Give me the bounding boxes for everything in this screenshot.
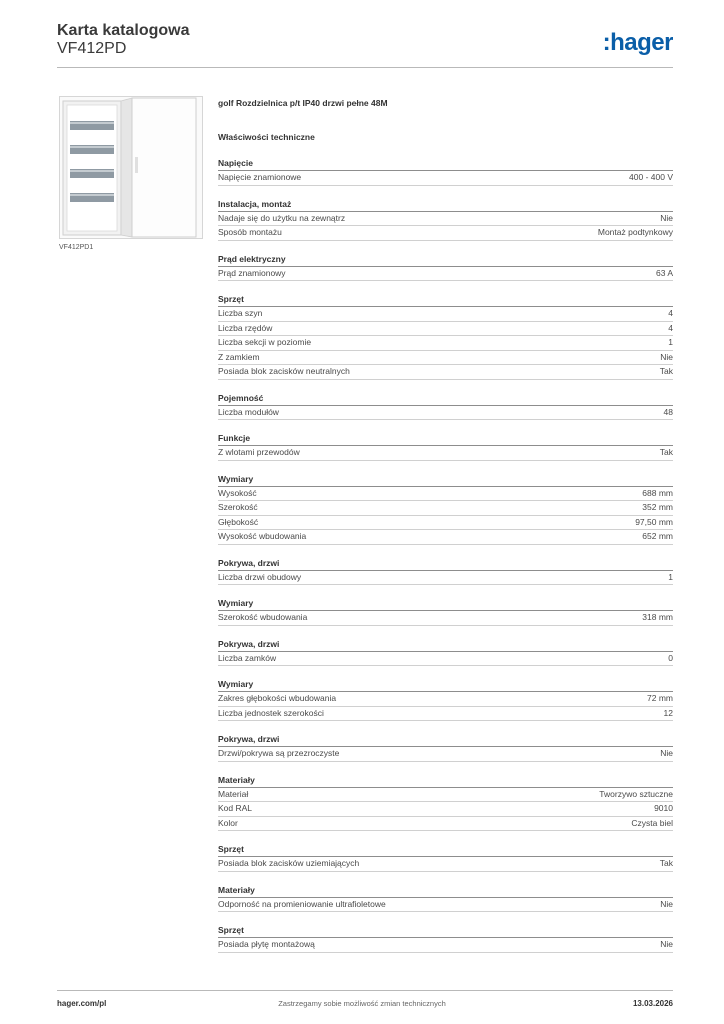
spec-row (218, 692, 673, 707)
spec-value: 1 (668, 571, 673, 582)
spec-row (218, 652, 673, 667)
spec-label: Liczba zamków (218, 652, 277, 663)
spec-group-title: Pokrywa, drzwi (218, 637, 673, 652)
spec-value: Tak (659, 366, 673, 376)
spec-value: Tak (659, 447, 673, 457)
spec-row (218, 788, 673, 803)
spec-label: Nadaje się do użytku na zewnątrz (218, 212, 346, 223)
spec-value: 72 mm (647, 693, 673, 703)
spec-group (218, 431, 673, 461)
spec-label: Liczba szyn (218, 308, 263, 318)
spec-value: Nie (660, 748, 673, 758)
spec-value: 688 mm (642, 487, 673, 498)
spec-group (218, 472, 673, 545)
header-divider (57, 67, 673, 68)
product-name: golf Rozdzielnica p/t IP40 drzwi pełne 48M (218, 98, 388, 108)
spec-label: Kod RAL (218, 803, 253, 813)
spec-value: 97,50 mm (635, 516, 673, 527)
spec-value: 652 mm (642, 531, 673, 541)
spec-label: Drzwi/pokrywa są przezroczyste (218, 748, 340, 758)
spec-row (218, 446, 673, 461)
spec-row (218, 307, 673, 322)
spec-label: Materiał (218, 788, 249, 799)
spec-group-title: Sprzęt (218, 923, 673, 938)
spec-value: 318 mm (642, 612, 673, 622)
spec-group-title: Prąd elektryczny (218, 252, 673, 267)
spec-value: 4 (668, 308, 673, 318)
spec-row (218, 322, 673, 337)
spec-label: Odporność na promieniowanie ultrafioletowe (218, 898, 386, 909)
spec-group (218, 883, 673, 913)
spec-value: Tworzywo sztuczne (599, 788, 673, 799)
spec-label: Głębokość (218, 516, 259, 527)
spec-label: Posiada blok zacisków uziemiających (218, 858, 360, 868)
product-image (59, 96, 203, 239)
spec-row (218, 365, 673, 380)
spec-group (218, 637, 673, 667)
spec-value: 9010 (654, 803, 673, 813)
spec-group (218, 596, 673, 626)
spec-label: Liczba modułów (218, 406, 279, 417)
distribution-board-illustration (60, 97, 202, 238)
spec-group (218, 732, 673, 762)
spec-value: Czysta biel (631, 817, 673, 828)
spec-label: Wysokość (218, 487, 257, 498)
spec-value: 12 (663, 707, 673, 718)
spec-label: Sposób montażu (218, 227, 282, 237)
document-title: Karta katalogowa (57, 22, 190, 39)
spec-label: Szerokość wbudowania (218, 612, 308, 622)
spec-row (218, 817, 673, 832)
spec-group-title: Materiały (218, 883, 673, 898)
spec-value: 400 - 400 V (629, 172, 673, 182)
spec-row (218, 611, 673, 626)
spec-row (218, 898, 673, 913)
spec-row (218, 226, 673, 241)
spec-group-title: Pokrywa, drzwi (218, 732, 673, 747)
image-caption: VF412PD1 (59, 244, 94, 251)
spec-label: Liczba jednostek szerokości (218, 707, 324, 718)
spec-value: Tak (659, 858, 673, 868)
spec-row (218, 802, 673, 817)
technical-specifications (218, 96, 673, 953)
spec-group-title: Wymiary (218, 472, 673, 487)
spec-group (218, 842, 673, 872)
spec-label: Liczba drzwi obudowy (218, 571, 302, 582)
spec-group (218, 252, 673, 282)
spec-value: 48 (663, 406, 673, 417)
spec-group (218, 292, 673, 380)
spec-row (218, 747, 673, 762)
spec-label: Zakres głębokości wbudowania (218, 693, 337, 703)
spec-row (218, 501, 673, 516)
spec-label: Prąd znamionowy (218, 267, 286, 278)
spec-label: Szerokość (218, 502, 258, 512)
svg-text::hager: :hager (602, 29, 673, 56)
spec-group-title: Instalacja, montaż (218, 197, 673, 212)
spec-value: 1 (668, 337, 673, 347)
spec-row (218, 571, 673, 586)
hager-logo (589, 28, 673, 56)
spec-group (218, 391, 673, 421)
spec-group-title: Sprzęt (218, 842, 673, 857)
spec-label: Z zamkiem (218, 351, 260, 362)
spec-row (218, 516, 673, 531)
spec-group-title: Funkcje (218, 431, 673, 446)
spec-group-title: Materiały (218, 773, 673, 788)
spec-group (218, 556, 673, 586)
footer-website: hager.com/pl (57, 999, 107, 1008)
spec-value: Nie (660, 898, 673, 909)
spec-value: Nie (660, 212, 673, 223)
footer-date: 13.03.2026 (632, 999, 673, 1008)
spec-row (218, 212, 673, 227)
spec-label: Posiada blok zacisków neutralnych (218, 366, 350, 376)
spec-label: Kolor (218, 817, 238, 828)
spec-label: Posiada płytę montażową (218, 939, 315, 949)
spec-group-title: Sprzęt (218, 292, 673, 307)
spec-row (218, 351, 673, 366)
spec-label: Z wlotami przewodów (218, 447, 300, 457)
spec-row (218, 707, 673, 722)
spec-row (218, 487, 673, 502)
spec-value: Montaż podtynkowy (597, 227, 673, 237)
product-code: VF412PD (57, 40, 127, 57)
spec-group-title: Pokrywa, drzwi (218, 556, 673, 571)
spec-label: Wysokość wbudowania (218, 531, 307, 541)
spec-row (218, 171, 673, 186)
spec-value: Nie (660, 351, 673, 362)
spec-group (218, 923, 673, 953)
spec-value: 352 mm (642, 502, 673, 512)
footer-disclaimer: Zastrzegamy sobie możliwość zmian technicznych (278, 999, 446, 1008)
spec-label: Liczba sekcji w poziomie (218, 337, 312, 347)
spec-group-title: Pojemność (218, 391, 673, 406)
spec-groups (218, 156, 673, 953)
page-header (57, 20, 673, 70)
spec-group (218, 773, 673, 832)
spec-row (218, 530, 673, 545)
spec-row (218, 406, 673, 421)
spec-value: 0 (668, 652, 673, 663)
spec-group (218, 197, 673, 241)
spec-group-title: Napięcie (218, 156, 673, 171)
footer-divider (57, 990, 673, 991)
spec-group (218, 156, 673, 186)
spec-label: Liczba rzędów (218, 322, 273, 333)
spec-row (218, 336, 673, 351)
spec-label: Napięcie znamionowe (218, 172, 302, 182)
spec-value: 4 (668, 322, 673, 333)
spec-group-title: Wymiary (218, 596, 673, 611)
spec-group (218, 677, 673, 721)
spec-row (218, 857, 673, 872)
spec-value: 63 A (655, 267, 673, 278)
spec-row (218, 938, 673, 953)
spec-row (218, 267, 673, 282)
spec-group-title: Wymiary (218, 677, 673, 692)
section-heading: Właściwości techniczne (218, 132, 315, 142)
spec-value: Nie (660, 939, 673, 949)
